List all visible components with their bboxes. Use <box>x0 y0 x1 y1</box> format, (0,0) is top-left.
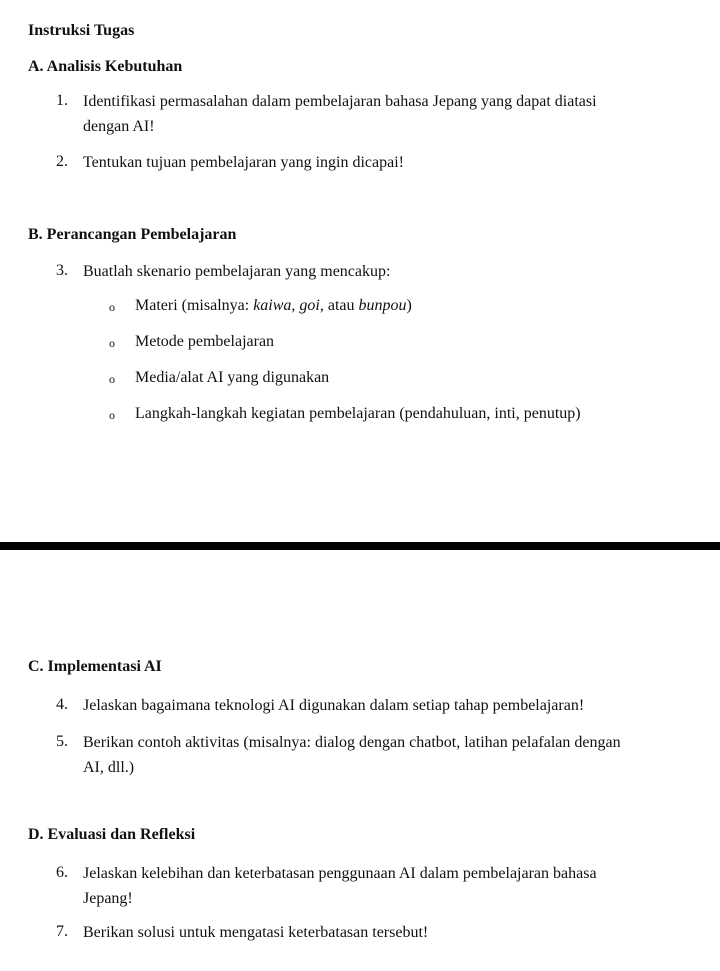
item-number: 5. <box>56 733 68 750</box>
item-text: Berikan contoh aktivitas (misalnya: dialog dengan chatbot, latihan pelafalan dengan <box>83 734 621 751</box>
bullet-text: Media/alat AI yang digunakan <box>135 369 330 386</box>
item-number: 7. <box>56 923 68 940</box>
item-text-continued: AI, dll.) <box>83 759 135 776</box>
item-text-continued: Jepang! <box>83 890 133 907</box>
item-number: 3. <box>56 262 68 279</box>
section-d-heading: D. Evaluasi dan Refleksi <box>28 826 196 843</box>
item-text: Buatlah skenario pembelajaran yang mencakup: <box>83 263 391 280</box>
bullet-icon: o <box>109 372 115 386</box>
bullet-icon: o <box>109 336 115 350</box>
page-divider <box>0 542 720 550</box>
item-number: 2. <box>56 153 68 170</box>
section-c-heading: C. Implementasi AI <box>28 658 162 675</box>
bullet-text: Metode pembelajaran <box>135 333 275 350</box>
page-title: Instruksi Tugas <box>28 22 135 39</box>
bullet-text: Materi (misalnya: kaiwa, goi, atau bunpou) <box>135 297 412 314</box>
item-text: Tentukan tujuan pembelajaran yang ingin dicapai! <box>83 154 404 171</box>
section-b-heading: B. Perancangan Pembelajaran <box>28 226 237 243</box>
item-number: 4. <box>56 696 68 713</box>
item-text: Berikan solusi untuk mengatasi keterbatasan tersebut! <box>83 924 429 941</box>
item-text: Jelaskan bagaimana teknologi AI digunakan dalam setiap tahap pembelajaran! <box>83 697 585 714</box>
item-text: Jelaskan kelebihan dan keterbatasan penggunaan AI dalam pembelajaran bahasa <box>83 865 597 882</box>
item-text-continued: dengan AI! <box>83 118 155 135</box>
item-number: 1. <box>56 92 68 109</box>
bullet-icon: o <box>109 300 115 314</box>
bullet-icon: o <box>109 408 115 422</box>
bullet-text: Langkah-langkah kegiatan pembelajaran (pendahuluan, inti, penutup) <box>135 405 581 422</box>
item-text: Identifikasi permasalahan dalam pembelajaran bahasa Jepang yang dapat diatasi <box>83 93 597 110</box>
item-number: 6. <box>56 864 68 881</box>
section-a-heading: A. Analisis Kebutuhan <box>28 58 183 75</box>
